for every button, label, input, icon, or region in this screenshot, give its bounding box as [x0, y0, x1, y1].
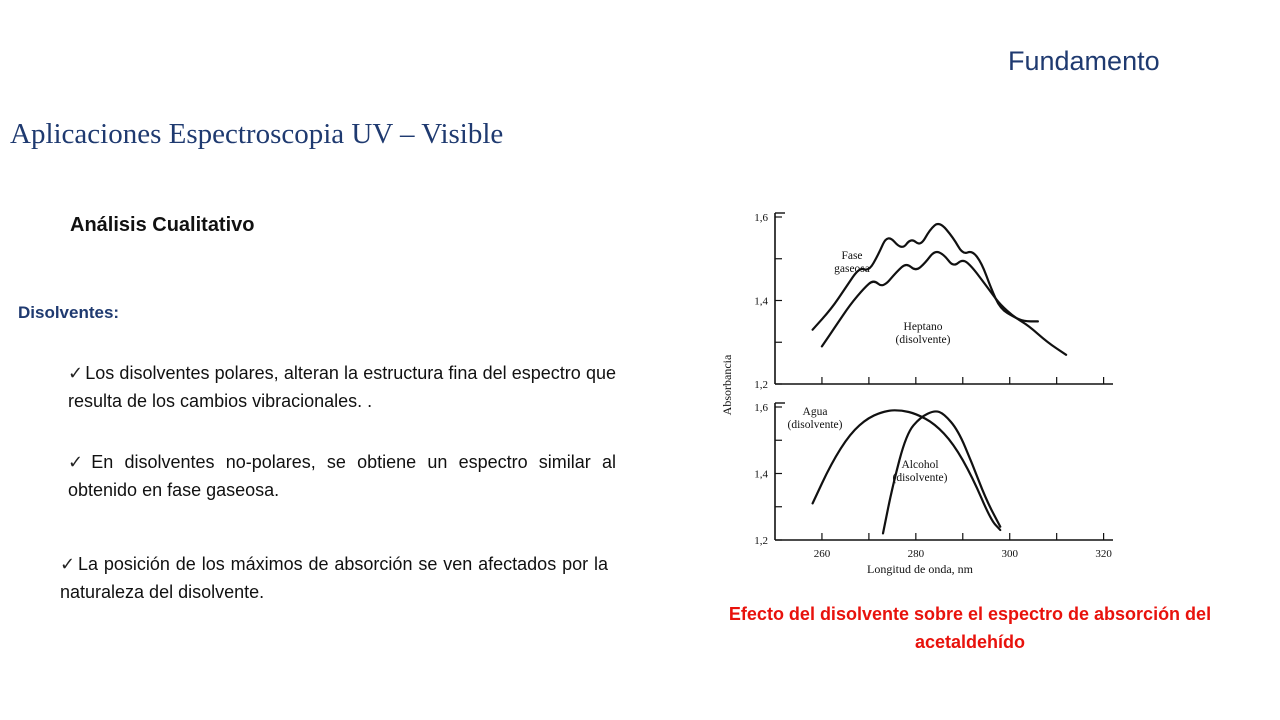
bullet-item — [68, 359, 616, 415]
subtitle: Análisis Cualitativo — [70, 214, 255, 236]
series-label: Fase gaseosa — [834, 250, 870, 275]
checkmark-icon: ✓ — [68, 363, 84, 383]
chart-panel-top — [754, 212, 1113, 391]
y-tick-label: 1,4 — [754, 295, 768, 308]
series-line — [813, 224, 1038, 330]
figure-caption: Efecto del disolvente sobre el espectro de absorción del acetaldehído — [728, 604, 1212, 652]
series-label: Heptano (disolvente) — [895, 321, 951, 346]
x-tick-label: 260 — [813, 548, 831, 560]
spectrum-figure — [715, 195, 1135, 585]
y-tick-label: 1,2 — [754, 379, 768, 391]
solvents-label: Disolventes: — [18, 303, 120, 322]
x-tick-label: 300 — [1001, 548, 1018, 560]
bullet-item — [68, 448, 616, 504]
y-tick-label: 1,4 — [754, 468, 768, 481]
x-tick-label: 280 — [907, 548, 925, 560]
bullet-text: En disolventes no-polares, se obtiene un espectro similar al obtenido en fase gaseosa. — [68, 452, 616, 500]
series-label: Alcohol (disolvente) — [892, 459, 948, 484]
y-axis-label: Absorbancia — [720, 354, 734, 416]
x-axis-label: Longitud de onda, nm — [867, 562, 973, 576]
bullet-text: La posición de los máximos de absorción se ven afectados por la naturaleza del disolvente. — [60, 554, 608, 602]
series-label: Agua (disolvente) — [787, 406, 843, 431]
chart-panel-bottom — [754, 402, 1113, 560]
section-label: Fundamento — [1008, 46, 1160, 76]
checkmark-icon: ✓ — [68, 452, 90, 472]
bullet-item — [60, 550, 608, 606]
slide-title: Aplicaciones Espectroscopia UV – Visible — [10, 118, 504, 150]
y-tick-label: 1,6 — [754, 212, 768, 224]
checkmark-icon: ✓ — [60, 554, 76, 574]
y-tick-label: 1,2 — [754, 535, 768, 547]
x-tick-label: 320 — [1095, 548, 1112, 560]
bullet-text: Los disolventes polares, alteran la estructura fina del espectro que resulta de los cambios vibracionales. . — [68, 363, 616, 411]
y-tick-label: 1,6 — [754, 402, 768, 414]
